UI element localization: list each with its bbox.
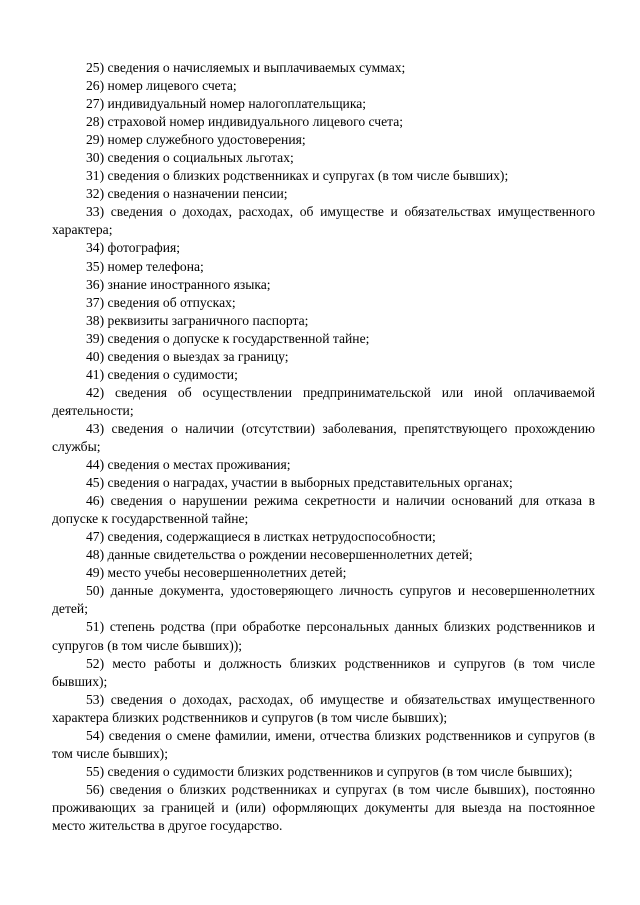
list-item: 55) сведения о судимости близких родственников и супругов (в том числе бывших); <box>86 763 573 779</box>
list-item: 47) сведения, содержащиеся в листках нетрудоспособности; <box>86 529 436 545</box>
list-item: 35) номер телефона; <box>86 258 204 274</box>
list-item: 29) номер служебного удостоверения; <box>86 132 306 148</box>
list-item: 34) фотография; <box>86 240 181 256</box>
list-item: 31) сведения о близких родственниках и супругах (в том числе бывших); <box>86 168 509 184</box>
list-item: 49) место учебы несовершеннолетних детей; <box>86 565 347 581</box>
list-item: 25) сведения о начисляемых и выплачиваемых суммах; <box>86 60 406 75</box>
list-item: 51) степень родства (при обработке персональных данных близких родственников и супругов (в том числе бывших)); <box>52 619 595 653</box>
list-item: 54) сведения о смене фамилии, имени, отчества близких родственников и супругов (в том числе бывших); <box>52 727 595 761</box>
list-item: 40) сведения о выездах за границу; <box>86 348 289 364</box>
list-item: 32) сведения о назначении пенсии; <box>86 186 288 202</box>
list-item: 50) данные документа, удостоверяющего личность супругов и несовершеннолетних детей; <box>52 583 595 617</box>
list-item: 36) знание иностранного языка; <box>86 276 271 292</box>
list-item: 26) номер лицевого счета; <box>86 78 237 94</box>
list-item: 46) сведения о нарушении режима секретности и наличии оснований для отказа в допуске к государственной тайне; <box>52 493 595 527</box>
list-item: 43) сведения о наличии (отсутствии) заболевания, препятствующего прохождению службы; <box>52 420 595 454</box>
list-item: 44) сведения о местах проживания; <box>86 457 291 473</box>
list-item: 48) данные свидетельства о рождении несовершеннолетних детей; <box>86 547 473 563</box>
list-item: 38) реквизиты заграничного паспорта; <box>86 312 309 328</box>
list-item: 33) сведения о доходах, расходах, об имуществе и обязательствах имущественного характера; <box>52 204 595 238</box>
list-item: 56) сведения о близких родственниках и супругах (в том числе бывших), постоянно проживающих за границей и (или) оформляющих документы для выезда на постоянное место жительства в другое государство. <box>52 781 595 833</box>
list-item: 39) сведения о допуске к государственной тайне; <box>86 330 370 346</box>
list-item: 41) сведения о судимости; <box>86 366 238 382</box>
list-item: 37) сведения об отпусках; <box>86 294 236 310</box>
list-item: 30) сведения о социальных льготах; <box>86 150 294 166</box>
list-item: 42) сведения об осуществлении предпринимательской или иной оплачиваемой деятельности; <box>52 384 595 418</box>
document-page <box>52 59 595 835</box>
list-item: 45) сведения о наградах, участии в выборных представительных органах; <box>86 475 513 491</box>
list-item: 28) страховой номер индивидуального лицевого счета; <box>86 114 404 130</box>
list-item: 53) сведения о доходах, расходах, об имуществе и обязательствах имущественного характера близких родственников и супругов (в том числе бывших); <box>52 691 595 725</box>
list-item: 52) место работы и должность близких родственников и супругов (в том числе бывших); <box>52 655 595 689</box>
list-item: 27) индивидуальный номер налогоплательщика; <box>86 96 367 112</box>
